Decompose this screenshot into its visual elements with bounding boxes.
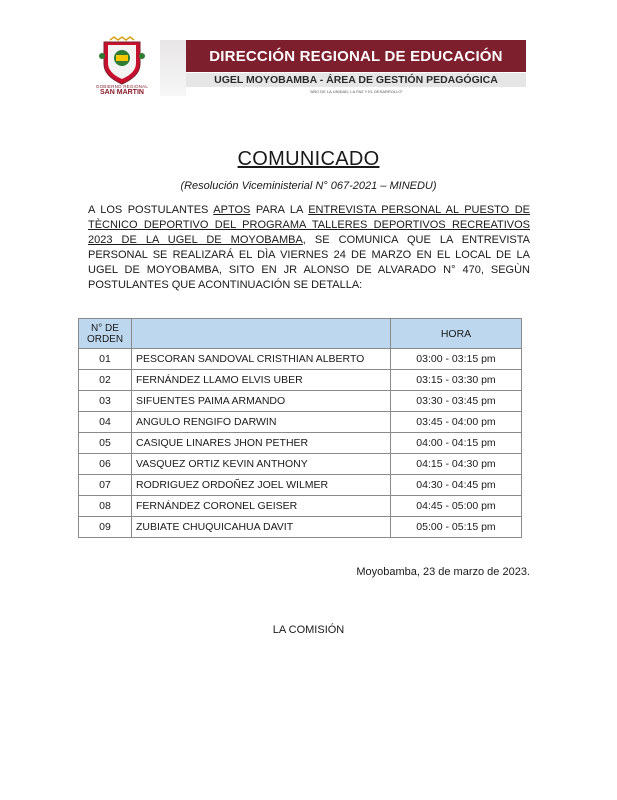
row-hour: 04:45 - 05:00 pm [391, 496, 522, 517]
logo-caption [88, 84, 156, 96]
row-name: VASQUEZ ORTIZ KEVIN ANTHONY [132, 454, 391, 475]
header-order: N° DE ORDEN [79, 319, 132, 349]
header-hour: HORA [391, 319, 522, 349]
row-hour: 05:00 - 05:15 pm [391, 517, 522, 538]
table-row [79, 475, 522, 496]
intro-part-2: PARA LA [250, 204, 309, 216]
row-name: SIFUENTES PAIMA ARMANDO [132, 391, 391, 412]
row-hour: 04:15 - 04:30 pm [391, 454, 522, 475]
row-hour: 04:30 - 04:45 pm [391, 475, 522, 496]
header-slogan: "AÑO DE LA UNIDAD, LA PAZ Y EL DESARROLLO" [309, 88, 403, 94]
row-order: 02 [79, 370, 132, 391]
header-banner: DIRECCIÓN REGIONAL DE EDUCACIÓN [186, 40, 526, 72]
applicants-table [78, 318, 522, 538]
row-order: 08 [79, 496, 132, 517]
place-and-date: Moyobamba, 23 de marzo de 2023. [356, 566, 530, 578]
document-title: COMUNICADO [237, 148, 380, 170]
intro-part-3: , SE COMUNICA QUE LA ENTREVISTA PERSONAL SE REALIZARÁ EL DÌA VIERNES 24 DE MARZO EN EL LOCAL DE LA UGEL DE MOYOBAMBA, SITO EN JR ALONSO DE ALVARADO N° 470, SEGÙN POSTULANTES QUE ACONTINUACIÓN SE DETALLA: [88, 234, 530, 291]
row-order: 05 [79, 433, 132, 454]
table-row [79, 349, 522, 370]
intro-part-1: A LOS POSTULANTES [88, 204, 214, 216]
resolution-reference: (Resolución Viceministerial N° 067-2021 – MINEDU) [180, 180, 437, 192]
row-hour: 03:45 - 04:00 pm [391, 412, 522, 433]
row-hour: 04:00 - 04:15 pm [391, 433, 522, 454]
table-row [79, 370, 522, 391]
banner-side-block [160, 40, 186, 96]
logo-line2: SAN MARTIN [100, 89, 144, 96]
row-order: 07 [79, 475, 132, 496]
row-name: FERNÁNDEZ LLAMO ELVIS UBER [132, 370, 391, 391]
row-name: ZUBIATE CHUQUICAHUA DAVIT [132, 517, 391, 538]
row-order: 01 [79, 349, 132, 370]
row-name: CASIQUE LINARES JHON PETHER [132, 433, 391, 454]
table-row [79, 496, 522, 517]
row-name: ANGULO RENGIFO DARWIN [132, 412, 391, 433]
row-hour: 03:15 - 03:30 pm [391, 370, 522, 391]
table-row [79, 433, 522, 454]
row-order: 06 [79, 454, 132, 475]
table-row [79, 454, 522, 475]
table-row [79, 517, 522, 538]
header-name [132, 319, 391, 349]
row-order: 09 [79, 517, 132, 538]
table-header-row [79, 319, 522, 349]
intro-underlined-1: APTOS [213, 204, 251, 216]
logo-line1: GOBIERNO REGIONAL [95, 84, 149, 89]
row-hour: 03:30 - 03:45 pm [391, 391, 522, 412]
row-order: 04 [79, 412, 132, 433]
header-subbanner: UGEL MOYOBAMBA - ÁREA DE GESTIÓN PEDAGÓGICA [186, 73, 526, 87]
intro-paragraph [88, 203, 530, 293]
row-name: PESCORAN SANDOVAL CRISTHIAN ALBERTO [132, 349, 391, 370]
table-row [79, 412, 522, 433]
row-name: FERNÁNDEZ CORONEL GEISER [132, 496, 391, 517]
intro-underlined-2: ENTREVISTA PERSONAL AL PUESTO DE TÈCNICO DEPORTIVO DEL PROGRAMA TALLERES DEPORTIVOS RECREATIVOS 2023 DE LA UGEL DE MOYOBAMBA [88, 204, 530, 246]
row-order: 03 [79, 391, 132, 412]
row-name: RODRIGUEZ ORDOÑEZ JOEL WILMER [132, 475, 391, 496]
table-row [79, 391, 522, 412]
row-hour: 03:00 - 03:15 pm [391, 349, 522, 370]
signature-commission: LA COMISIÓN [272, 624, 345, 636]
